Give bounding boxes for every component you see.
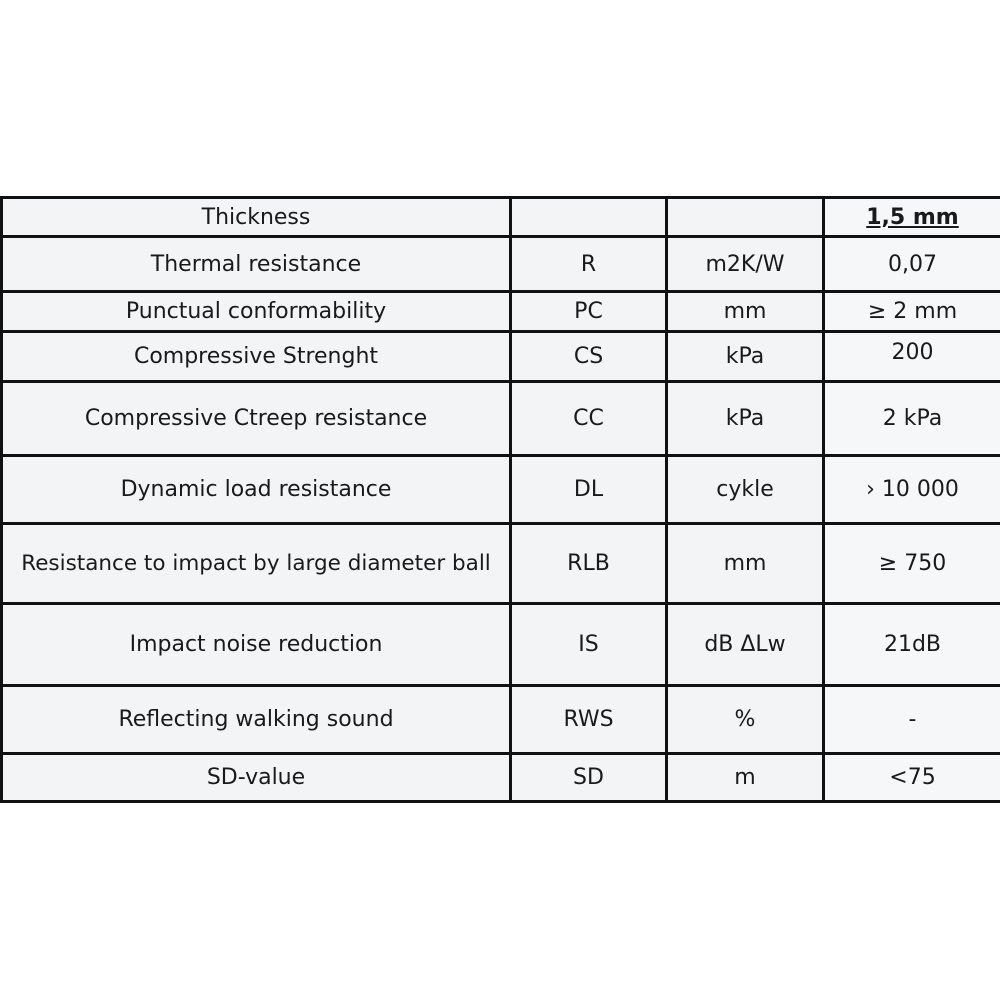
unit-cell: m2K/W [667, 237, 824, 292]
value-cell: › 10 000 [824, 456, 1000, 524]
properties-table-wrapper [0, 196, 1000, 803]
value-cell: 0,07 [824, 237, 1000, 292]
property-cell: Resistance to impact by large diameter ball [2, 524, 511, 604]
value-cell: <75 [824, 754, 1000, 802]
header-value-cell [824, 198, 1000, 237]
symbol-cell: SD [511, 754, 667, 802]
property-cell: Dynamic load resistance [2, 456, 511, 524]
unit-cell: dB ΔLw [667, 604, 824, 686]
table-row [2, 524, 1000, 604]
symbol-cell: RLB [511, 524, 667, 604]
header-symbol [511, 198, 667, 237]
table-row [2, 754, 1000, 802]
unit-cell: m [667, 754, 824, 802]
value-cell: 21dB [824, 604, 1000, 686]
table-row [2, 604, 1000, 686]
table-row [2, 332, 1000, 382]
unit-cell: kPa [667, 382, 824, 456]
table-row [2, 237, 1000, 292]
symbol-cell: RWS [511, 686, 667, 754]
symbol-cell: PC [511, 292, 667, 332]
unit-cell: mm [667, 292, 824, 332]
symbol-cell: CS [511, 332, 667, 382]
unit-cell: % [667, 686, 824, 754]
property-cell: Compressive Strenght [2, 332, 511, 382]
symbol-cell: CC [511, 382, 667, 456]
property-cell: Thermal resistance [2, 237, 511, 292]
header-label: Thickness [2, 198, 511, 237]
header-row [2, 198, 1000, 237]
value-cell: 2 kPa [824, 382, 1000, 456]
property-cell: Reflecting walking sound [2, 686, 511, 754]
value-cell [824, 332, 1000, 382]
header-value: 1,5 mm [866, 204, 959, 230]
value-cell: ≥ 750 [824, 524, 1000, 604]
property-cell: Impact noise reduction [2, 604, 511, 686]
table-row [2, 292, 1000, 332]
value-cell: ≥ 2 mm [824, 292, 1000, 332]
table-row [2, 382, 1000, 456]
property-cell: Punctual conformability [2, 292, 511, 332]
property-cell: SD-value [2, 754, 511, 802]
symbol-cell: DL [511, 456, 667, 524]
value-cell: - [824, 686, 1000, 754]
property-cell: Compressive Ctreep resistance [2, 382, 511, 456]
header-unit [667, 198, 824, 237]
properties-table [0, 196, 1000, 803]
value-text: 200 [891, 340, 934, 365]
symbol-cell: R [511, 237, 667, 292]
table-row [2, 686, 1000, 754]
unit-cell: cykle [667, 456, 824, 524]
unit-cell: mm [667, 524, 824, 604]
table-row [2, 456, 1000, 524]
symbol-cell: IS [511, 604, 667, 686]
unit-cell: kPa [667, 332, 824, 382]
